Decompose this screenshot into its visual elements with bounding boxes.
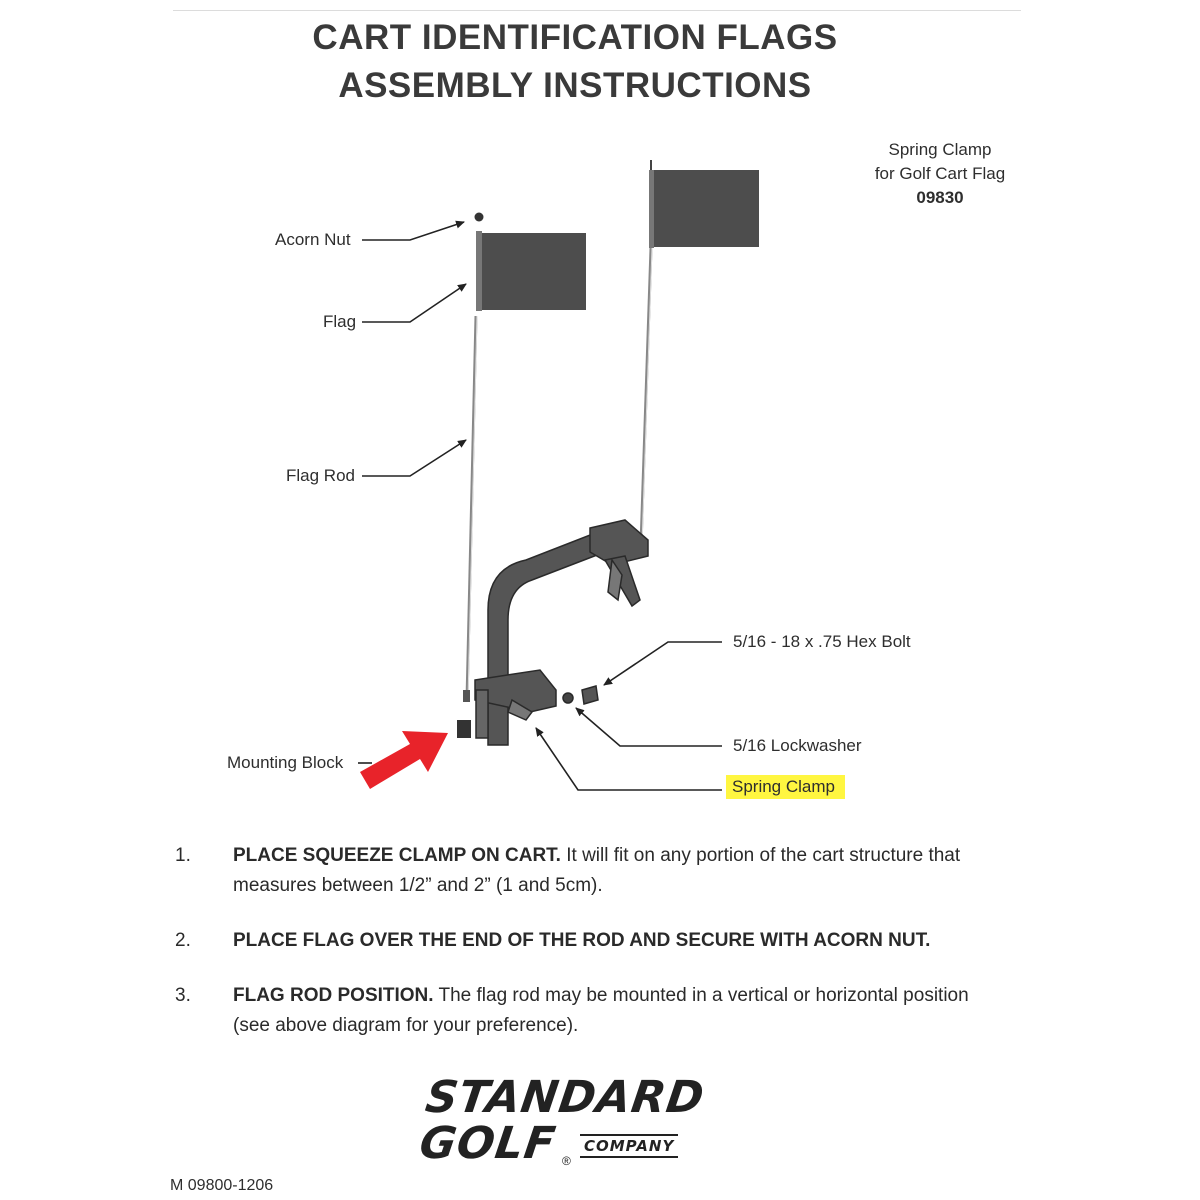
flag-sleeve: [476, 231, 482, 311]
right-flag-rod: [641, 248, 651, 545]
instruction-step-1: [175, 841, 1005, 903]
mounting-block-part: [457, 720, 471, 738]
rod-end-part: [463, 690, 470, 702]
step-number: 1.: [175, 845, 191, 866]
label-mounting-block: Mounting Block: [227, 753, 344, 772]
flag-rod-part: [467, 316, 476, 700]
product-name-line-1: Spring Clamp: [888, 140, 992, 159]
label-spring-clamp: Spring Clamp: [726, 775, 845, 799]
step-heading: PLACE SQUEEZE CLAMP ON CART.: [233, 845, 561, 866]
logo-line-1: STANDARD: [422, 1072, 708, 1123]
page-title-line-2: ASSEMBLY INSTRUCTIONS: [338, 66, 812, 105]
logo-line-3: COMPANY: [580, 1134, 678, 1158]
label-hex-bolt: 5/16 - 18 x .75 Hex Bolt: [733, 632, 911, 651]
standard-golf-logo: [416, 1072, 740, 1172]
label-acorn-nut: Acorn Nut: [275, 230, 351, 249]
right-flag-part: [654, 170, 759, 247]
label-flag-rod: Flag Rod: [286, 466, 355, 485]
step-heading: PLACE FLAG OVER THE END OF THE ROD AND SECURE WITH ACORN NUT.: [233, 930, 931, 951]
label-flag: Flag: [323, 312, 357, 331]
label-lockwasher: 5/16 Lockwasher: [733, 736, 862, 755]
assembled-flag: [641, 160, 759, 545]
logo-line-2: GOLF: [416, 1118, 560, 1169]
step-heading: FLAG ROD POSITION.: [233, 985, 434, 1006]
step-number: 3.: [175, 985, 191, 1006]
page-title-line-1: CART IDENTIFICATION FLAGS: [312, 18, 838, 57]
step-body: It will fit on any portion of the cart structure that measures between 1/2” and 2” (1 and 5cm).: [233, 845, 961, 896]
instruction-step-3: [175, 981, 1005, 1043]
acorn-nut-part: [475, 213, 484, 222]
instruction-step-2: [175, 926, 1005, 958]
document-number: M 09800-1206: [170, 1177, 274, 1194]
label-spring-clamp-wrap: [726, 777, 845, 797]
logo-registered-mark: ®: [562, 1154, 571, 1168]
left-flag-part: [482, 233, 586, 310]
product-number: 09830: [916, 188, 964, 207]
exploded-flag-assembly: [457, 213, 586, 739]
step-number: 2.: [175, 930, 191, 951]
spring-clamp-bracket: [475, 520, 648, 745]
product-name-line-2: for Golf Cart Flag: [874, 164, 1006, 183]
red-pointer-arrow: [360, 731, 448, 789]
step-body: The flag rod may be mounted in a vertical or horizontal position (see above diagram for your preference).: [233, 985, 969, 1036]
